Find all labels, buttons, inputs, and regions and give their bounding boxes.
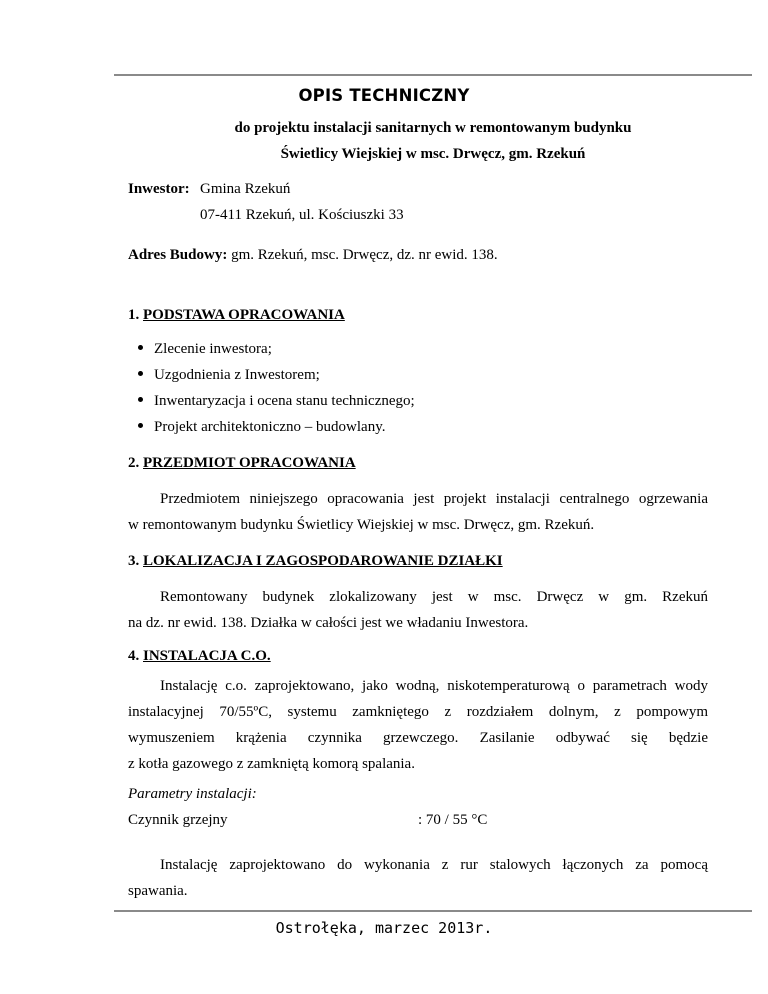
bullet-icon xyxy=(138,371,143,376)
section-4-line-3: wymuszeniem krążenia czynnika grzewczego. Zasilanie odbywać się będzie xyxy=(128,730,708,746)
section-3-number: 3. xyxy=(128,553,140,569)
bullet-icon xyxy=(138,423,143,428)
section-3-line-2: na dz. nr ewid. 138. Działka w całości jest we władaniu Inwestora. xyxy=(128,615,529,631)
section-2-number: 2. xyxy=(128,455,140,471)
bullet-icon xyxy=(138,345,143,350)
list-item: Zlecenie inwestora; xyxy=(138,341,272,358)
investor-label: Inwestor: xyxy=(128,181,190,197)
param-value: : 70 / 55 °C xyxy=(418,812,488,828)
footer-place-date: Ostrołęka, marzec 2013r. xyxy=(275,919,493,937)
closing-line-1: Instalację zaprojektowano do wykonania z rur stalowych łączonych za pomocą xyxy=(160,857,708,873)
investor-name: Gmina Rzekuń xyxy=(200,181,291,197)
params-label: Parametry instalacji: xyxy=(128,786,257,802)
construction-address xyxy=(128,247,498,264)
section-1-title: PODSTAWA OPRACOWANIA xyxy=(143,307,345,323)
list-item: Uzgodnienia z Inwestorem; xyxy=(138,367,320,384)
subtitle-line-2: Świetlicy Wiejskiej w msc. Drwęcz, gm. Rzekuń xyxy=(280,146,586,162)
section-4-line-2: instalacyjnej 70/55ºC, systemu zamkniętego z rozdziałem dolnym, z pompowym xyxy=(128,704,708,720)
closing-line-2: spawania. xyxy=(128,883,188,899)
param-name: Czynnik grzejny xyxy=(128,812,228,828)
section-4-line-4: z kotła gazowego z zamkniętą komorą spalania. xyxy=(128,756,415,772)
section-4-heading xyxy=(128,648,271,665)
section-3-heading xyxy=(128,553,503,570)
section-3-title: LOKALIZACJA I ZAGOSPODAROWANIE DZIAŁKI xyxy=(143,553,503,569)
section-4-number: 4. xyxy=(128,648,140,664)
section-2-line-2: w remontowanym budynku Świetlicy Wiejskiej w msc. Drwęcz, gm. Rzekuń. xyxy=(128,517,595,533)
section-1-number: 1. xyxy=(128,307,140,323)
address-label: Adres Budowy: xyxy=(128,247,228,263)
section-4-title: INSTALACJA C.O. xyxy=(143,648,271,664)
subtitle-line-1: do projektu instalacji sanitarnych w remontowanym budynku xyxy=(234,120,632,136)
document-title: OPIS TECHNICZNY xyxy=(298,86,470,105)
section-1-heading xyxy=(128,307,345,324)
list-item: Inwentaryzacja i ocena stanu technicznego; xyxy=(138,393,415,410)
section-2-heading xyxy=(128,455,356,472)
bullet-icon xyxy=(138,397,143,402)
footer-rule xyxy=(114,910,752,912)
section-3-line-1: Remontowany budynek zlokalizowany jest w msc. Drwęcz w gm. Rzekuń xyxy=(160,589,708,605)
investor-address: 07-411 Rzekuń, ul. Kościuszki 33 xyxy=(200,207,404,223)
list-item: Projekt architektoniczno – budowlany. xyxy=(138,419,385,436)
header-rule xyxy=(114,74,752,76)
section-2-title: PRZEDMIOT OPRACOWANIA xyxy=(143,455,356,471)
section-2-line-1: Przedmiotem niniejszego opracowania jest projekt instalacji centralnego ogrzewania xyxy=(160,491,708,507)
address-value: gm. Rzekuń, msc. Drwęcz, dz. nr ewid. 138. xyxy=(231,247,498,263)
section-4-line-1: Instalację c.o. zaprojektowano, jako wodną, niskotemperaturową o parametrach wody xyxy=(160,678,708,694)
